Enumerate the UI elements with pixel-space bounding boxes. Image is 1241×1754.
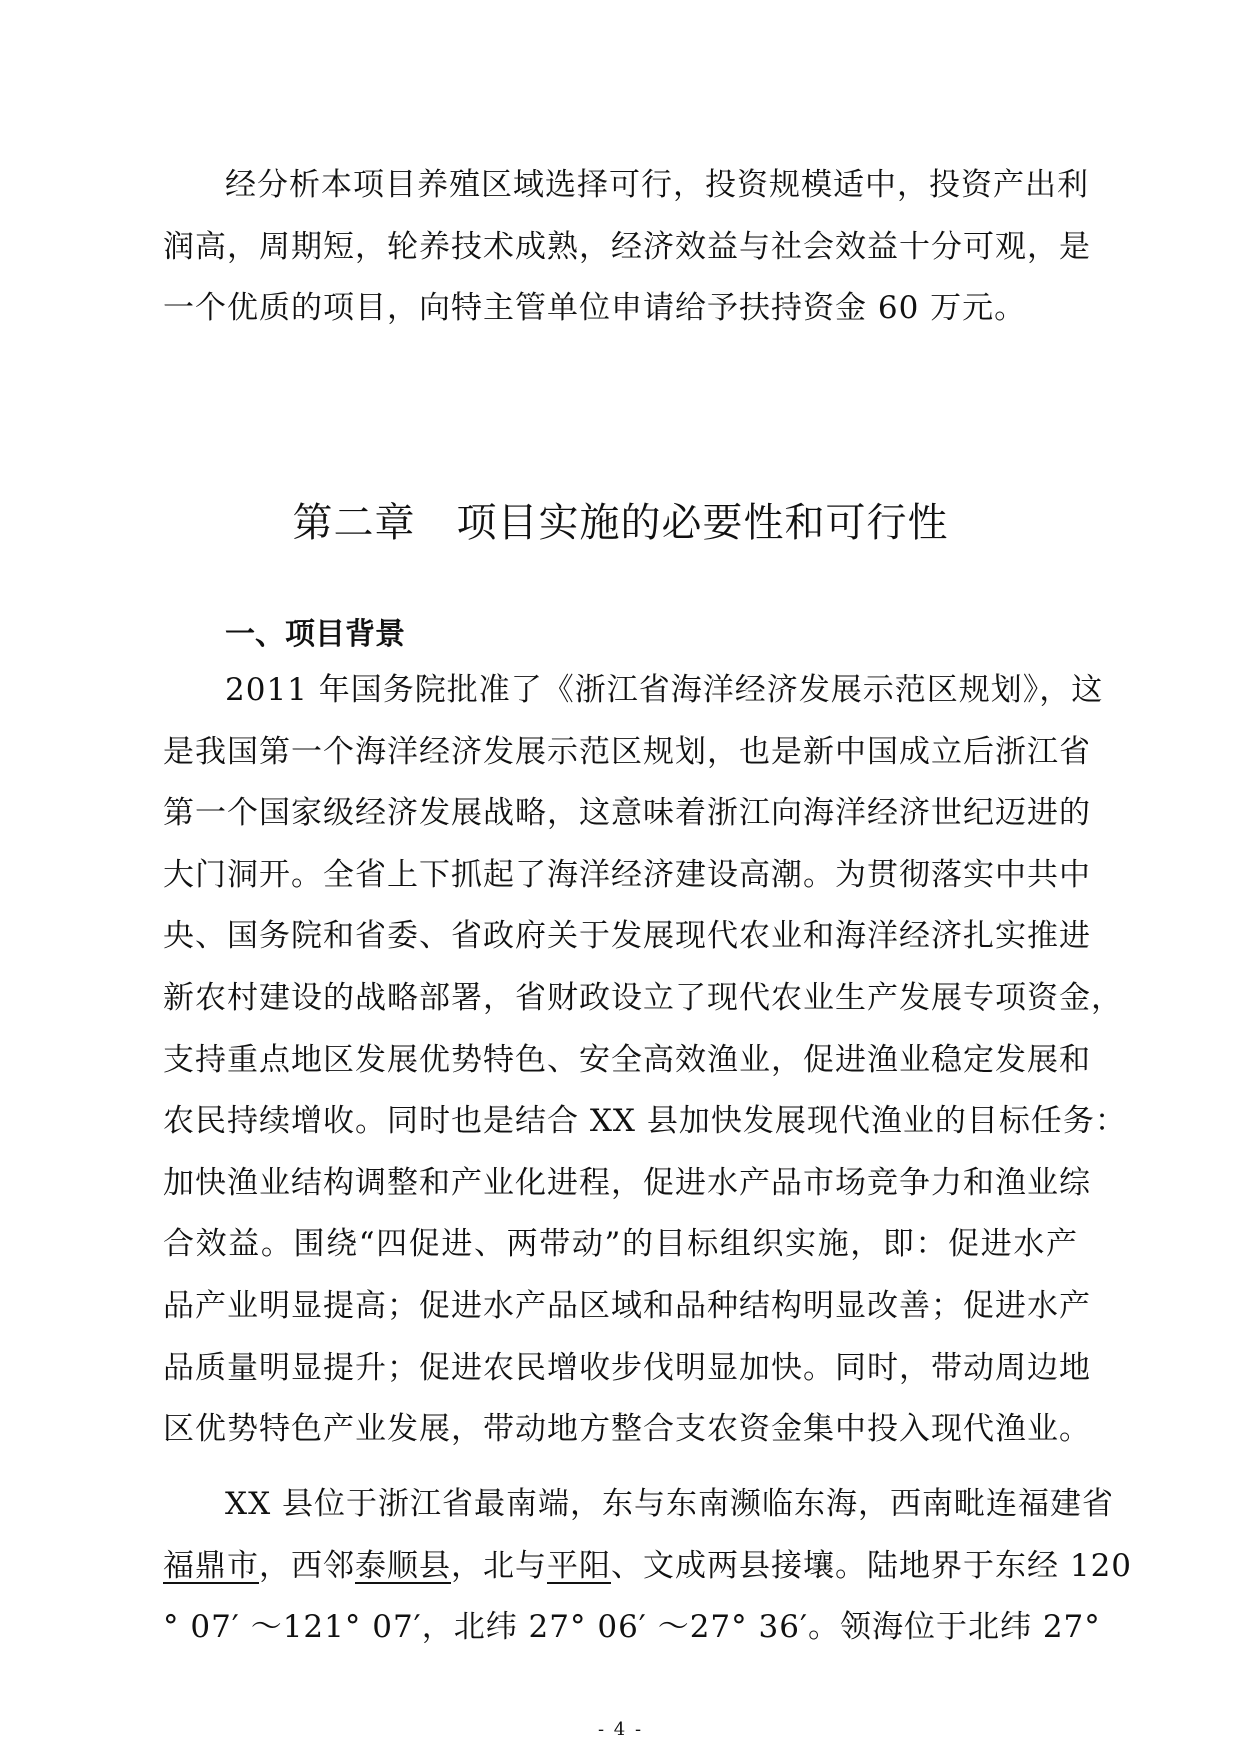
paragraph-line: 大门洞开。全省上下抓起了海洋经济建设高潮。为贯彻落实中共中	[163, 856, 1091, 893]
paragraph-line: 新农村建设的战略部署，省财政设立了现代农业生产发展专项资金，	[163, 979, 1123, 1016]
section-title: 一、项目背景	[225, 617, 405, 652]
place-link-fuding[interactable]: 福鼎市	[163, 1547, 259, 1584]
paragraph-line: ° 07′ ～121° 07′，北纬 27° 06′ ～27° 36′。领海位于北纬 27°	[163, 1609, 1101, 1646]
paragraph-line: 支持重点地区发展优势特色、安全高效渔业，促进渔业稳定发展和	[163, 1041, 1091, 1078]
paragraph-line: 品产业明显提高；促进水产品区域和品种结构明显改善；促进水产	[163, 1287, 1091, 1324]
paragraph-line: 央、国务院和省委、省政府关于发展现代农业和海洋经济扎实推进	[163, 918, 1091, 955]
chapter-title: 第二章 项目实施的必要性和可行性	[292, 500, 949, 546]
location-paragraph	[163, 1474, 1133, 1659]
line-text: 、文成两县接壤。陆地界于东经 120	[611, 1547, 1133, 1584]
line-text: ，西邻	[259, 1547, 355, 1584]
paragraph-line	[163, 1536, 1133, 1598]
paragraph-line: 是我国第一个海洋经济发展示范区规划，也是新中国成立后浙江省	[163, 733, 1091, 770]
intro-paragraph	[163, 155, 1091, 340]
paragraph-line: 区优势特色产业发展，带动地方整合支农资金集中投入现代渔业。	[163, 1411, 1091, 1448]
paragraph-line: 第一个国家级经济发展战略，这意味着浙江向海洋经济世纪迈进的	[163, 795, 1091, 832]
line-text: ，北与	[451, 1547, 547, 1584]
place-link-taishun[interactable]: 泰顺县	[355, 1547, 451, 1584]
paragraph-line: 润高，周期短，轮养技术成熟，经济效益与社会效益十分可观，是	[163, 228, 1091, 265]
paragraph-line: XX 县位于浙江省最南端，东与东南濒临东海，西南毗连福建省	[225, 1486, 1114, 1522]
page-number: - 4 -	[597, 1719, 644, 1740]
place-link-pingyang[interactable]: 平阳	[547, 1547, 611, 1584]
paragraph-line: 品质量明显提升；促进农民增收步伐明显加快。同时，带动周边地	[163, 1349, 1091, 1386]
paragraph-line: 加快渔业结构调整和产业化进程，促进水产品市场竞争力和渔业综	[163, 1164, 1091, 1201]
paragraph-line: 一个优质的项目，向特主管单位申请给予扶持资金 60 万元。	[163, 290, 1027, 327]
paragraph-line: 2011 年国务院批准了《浙江省海洋经济发展示范区规划》，这	[225, 672, 1104, 708]
paragraph-line: 经分析本项目养殖区域选择可行，投资规模适中，投资产出利	[225, 167, 1089, 203]
paragraph-line: 合效益。围绕“四促进、两带动”的目标组织实施，即：促进水产	[163, 1226, 1078, 1263]
background-paragraph	[163, 660, 1127, 1461]
paragraph-line: 农民持续增收。同时也是结合 XX 县加快发展现代渔业的目标任务：	[163, 1103, 1127, 1140]
